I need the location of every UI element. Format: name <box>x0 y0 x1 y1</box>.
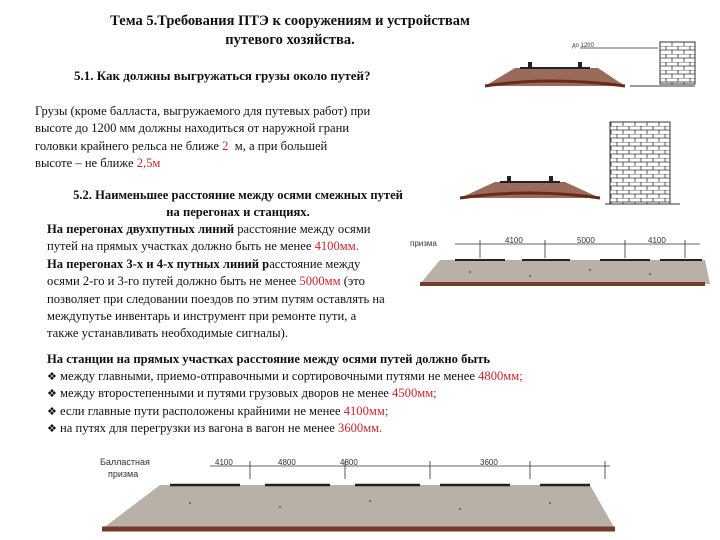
p2-t7: междупутье инвентарь и инструмент при ремонте пути, а <box>47 309 357 324</box>
p1-line3-mid: м, а при большей <box>228 138 328 153</box>
station-ballast <box>102 485 615 529</box>
p2-bold1: На перегонах двухпутных линий <box>47 222 235 236</box>
p2-t3: асстояние между <box>269 256 361 271</box>
dim-a: 4100 <box>215 458 233 467</box>
diagram-track-spacing-haul <box>410 236 710 300</box>
station-section <box>47 351 657 437</box>
diagram-low-cargo <box>480 38 705 94</box>
p1-line3-pre: головки крайнего рельса не ближе <box>35 138 223 153</box>
p2-t8: также устанавливать необходимые сигналы). <box>47 326 288 341</box>
question-5-1: 5.1. Как должны выгружаться грузы около путей? <box>74 68 371 83</box>
p2-t1: расстояние между осями <box>234 222 371 236</box>
dim-c: 4800 <box>340 458 358 467</box>
check-icon: ❖ <box>47 387 57 401</box>
p2-bold2: На перегонах 3-х и 4-х путных линий р <box>47 256 270 271</box>
p2-t4: осями 2-го и 3-го путей должно быть не менее <box>47 274 300 289</box>
ballast-label-1: Балластная <box>100 457 150 467</box>
p1-val1: 2 <box>222 138 229 153</box>
dim-3: 4100 <box>648 236 666 245</box>
check-icon: ❖ <box>47 421 57 435</box>
p2-v1: 4100мм. <box>314 239 359 254</box>
title-line-2: путевого хозяйства. <box>225 32 355 48</box>
q2-line2: на перегонах и станциях. <box>166 205 310 220</box>
station-item-1: ❖ между главными, приемо-отправочными и сортировочными путями не менее 4800мм; <box>47 369 523 384</box>
p2-t6: позволяет при следовании поездов по этим путям оставлять на <box>47 291 385 306</box>
paragraph-5-1 <box>35 103 410 173</box>
p1-line4-pre: высоте – не ближе <box>35 156 137 171</box>
dim-1: 4100 <box>505 236 523 245</box>
check-icon: ❖ <box>47 370 57 384</box>
ballast-label: призма <box>410 239 437 248</box>
dim-label: до 1200 <box>572 43 594 49</box>
p1-val2: 2,5м <box>136 156 161 171</box>
paragraph-5-2 <box>47 221 427 343</box>
page-title <box>60 12 520 50</box>
station-item-2: ❖ между второстепенными и путями грузовых дворов не менее 4500мм; <box>47 386 437 401</box>
q2-line1: 5.2. Наименьшее расстояние между осями смежных путей <box>73 188 403 202</box>
p1-line3 <box>35 138 410 155</box>
p1-line2: высоте до 1200 мм должны находиться от наружной грани <box>35 121 350 136</box>
diagram-high-cargo <box>455 118 705 208</box>
diagram-station-tracks <box>100 455 615 535</box>
check-icon: ❖ <box>47 404 57 418</box>
ballast-prism <box>420 260 710 284</box>
dim-b: 4800 <box>278 458 296 467</box>
cargo-stack <box>660 42 695 84</box>
station-item-3: ❖ если главные пути расположены крайними не менее 4100мм; <box>47 403 389 418</box>
station-item-4: ❖ на путях для перегрузки из вагона в вагон не менее 3600мм. <box>47 420 383 435</box>
p2-v2: 5000мм <box>299 274 341 289</box>
cargo-stack-tall <box>610 122 670 204</box>
question-5-2 <box>48 187 428 222</box>
p1-line4 <box>35 155 410 172</box>
dim-d: 3600 <box>480 458 498 467</box>
station-lead: На станции на прямых участках расстояние между осями путей должно быть <box>47 352 491 366</box>
p1-line1: Грузы (кроме балласта, выгружаемого для путевых работ) при <box>35 104 371 118</box>
p2-t5: (это <box>340 274 365 289</box>
p2-t2: путей на прямых участках должно быть не менее <box>47 239 315 254</box>
dim-2: 5000 <box>577 236 595 245</box>
title-line-1: Тема 5.Требования ПТЭ к сооружениям и устройствам <box>110 13 470 29</box>
ballast-label-2: призма <box>108 469 139 479</box>
